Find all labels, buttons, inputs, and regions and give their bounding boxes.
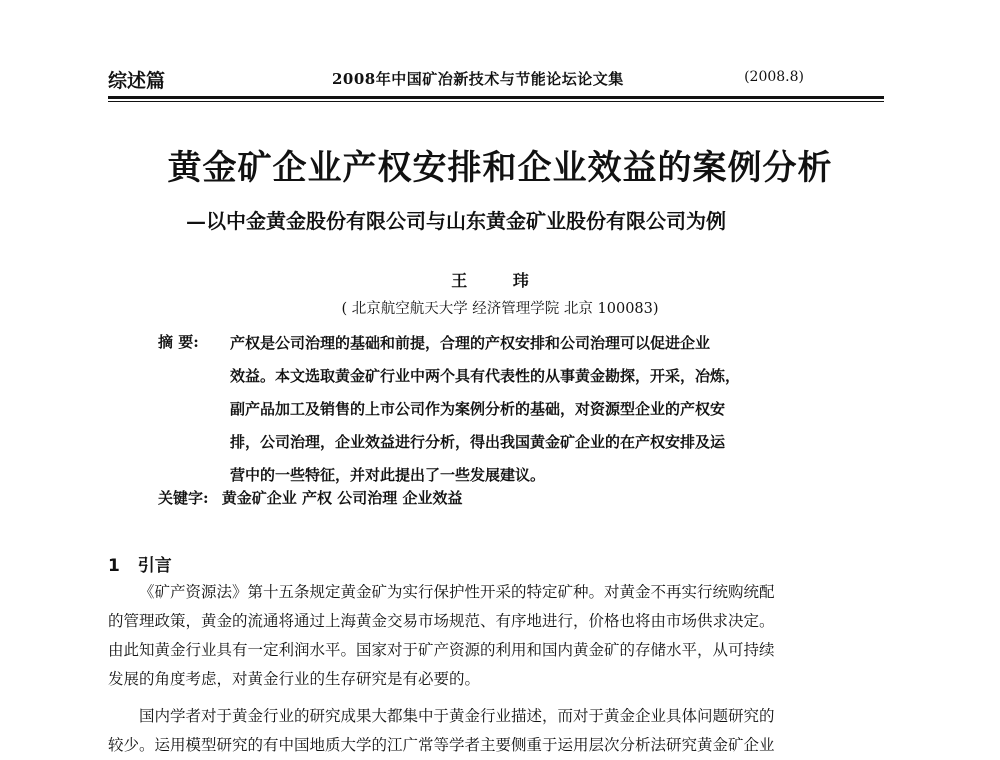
body-line: 由此知黄金行业具有一定利润水平。国家对于矿产资源的利用和国内黄金矿的存储水平，从可持续 [108,641,775,659]
body-line: 发展的角度考虑，对黄金行业的生存研究是有必要的。 [108,670,481,688]
abstract-line: 排，公司治理，企业效益进行分析，得出我国黄金矿企业的在产权安排及运 [230,433,726,451]
body-line: 较少。运用模型研究的有中国地质大学的江广常等学者主要侧重于运用层次分析法研究黄金矿企业 [108,736,775,754]
keywords-text: 黄金矿企业 产权 公司治理 企业效益 [221,489,463,507]
body-line: 《矿产资源法》第十五条规定黄金矿为实行保护性开采的特定矿种。对黄金不再实行统购统配 [139,583,775,601]
author-name: 王 玮 [451,271,549,290]
keywords-label: 关键字: [158,489,209,507]
body-line: 的管理政策，黄金的流通将通过上海黄金交易市场规范、有序地进行，价格也将由市场供求决定。 [108,612,775,630]
abstract-body [230,327,830,492]
abstract-label: 摘 要: [158,333,199,351]
abstract-line: 产权是公司治理的基础和前提，合理的产权安排和公司治理可以促进企业 [230,334,711,352]
section-heading [108,551,172,576]
header-rule-thick [108,96,884,99]
journal-title: 2008年中国矿冶新技术与节能论坛论文集 [332,70,624,88]
running-header [108,64,884,98]
section-title: 引言 [137,556,172,576]
section-tag: 综述篇 [108,70,166,92]
section-number: 1 [108,556,120,576]
issue-date: (2008.8) [744,69,804,85]
abstract-line: 副产品加工及销售的上市公司作为案例分析的基础，对资源型企业的产权安 [230,400,726,418]
abstract-line: 营中的一些特征，并对此提出了一些发展建议。 [230,466,546,484]
keywords [158,487,462,508]
abstract-line: 效益。本文选取黄金矿行业中两个具有代表性的从事黄金勘探，开采，冶炼， [230,367,741,385]
paper-title: 黄金矿企业产权安排和企业效益的案例分析 [167,148,833,188]
author-affiliation: ( 北京航空航天大学 经济管理学院 北京 100083) [341,301,659,317]
body-text [108,578,888,760]
body-line: 国内学者对于黄金行业的研究成果大都集中于黄金行业描述，而对于黄金企业具体问题研究的 [139,707,775,725]
header-rule-thin [108,101,884,102]
paper-subtitle: —以中金黄金股份有限公司与山东黄金矿业股份有限公司为例 [186,209,726,233]
